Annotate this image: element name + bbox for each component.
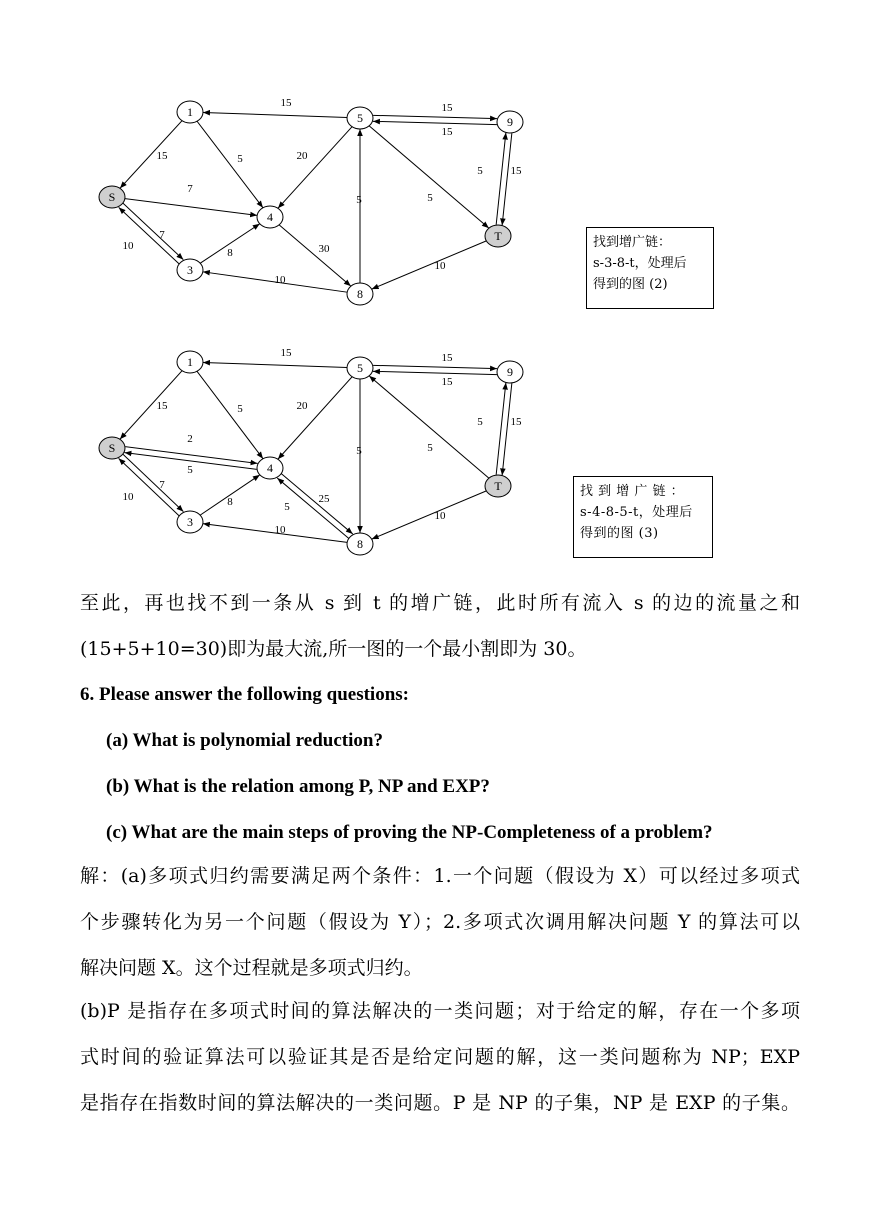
edge-capacity-label: 2 bbox=[187, 433, 193, 445]
node-label: 1 bbox=[187, 105, 193, 119]
flow-network-figure-2 bbox=[0, 92, 869, 342]
question-block bbox=[80, 672, 800, 856]
edge-T-8 bbox=[372, 491, 487, 539]
node-label: 3 bbox=[187, 263, 193, 277]
edge-T-9 bbox=[496, 133, 506, 225]
answer-b-paragraph bbox=[80, 988, 800, 1126]
edge-capacity-label: 20 bbox=[296, 150, 308, 162]
edge-capacity-label: 30 bbox=[318, 243, 330, 255]
edge-capacity-label: 15 bbox=[280, 97, 292, 109]
text-line: (15+5+10=30)即为最大流,所一图的一个最小割即为 30。 bbox=[80, 638, 587, 660]
node-label: 3 bbox=[187, 515, 193, 529]
edge-T-9 bbox=[496, 383, 506, 475]
edge-3-S bbox=[119, 207, 180, 264]
edge-5-1 bbox=[203, 362, 347, 367]
text-line: 至此，再也找不到一条从 s 到 t 的增广链，此时所有流入 s 的边的流量之和 bbox=[80, 592, 800, 614]
node-label: 9 bbox=[507, 365, 513, 379]
edge-capacity-label: 10 bbox=[274, 274, 286, 286]
edge-1-4 bbox=[197, 121, 263, 208]
edge-capacity-label: 15 bbox=[156, 400, 168, 412]
edge-9-5 bbox=[373, 121, 497, 124]
edge-capacity-label: 15 bbox=[156, 150, 168, 162]
edge-capacity-label: 15 bbox=[441, 102, 453, 114]
node-label: 1 bbox=[187, 355, 193, 369]
question-b: (b) What is the relation among P, NP and EXP? bbox=[106, 776, 490, 797]
flow-network-figure-3 bbox=[0, 342, 869, 592]
edge-1-S bbox=[120, 371, 182, 440]
edge-capacity-label: 5 bbox=[427, 192, 433, 204]
edge-capacity-label: 15 bbox=[510, 416, 522, 428]
edge-T-5 bbox=[369, 376, 489, 478]
caption-line: 得到的图 (2) bbox=[593, 277, 668, 292]
figure-caption-2 bbox=[586, 227, 714, 309]
edge-capacity-label: 5 bbox=[237, 153, 243, 165]
edge-9-5 bbox=[373, 371, 497, 374]
question-title: 6. Please answer the following questions: bbox=[80, 684, 409, 705]
edge-capacity-label: 15 bbox=[510, 165, 522, 177]
question-c: (c) What are the main steps of proving the NP-Completeness of a problem? bbox=[106, 822, 713, 843]
node-label: T bbox=[494, 479, 502, 493]
caption-line: s-3-8-t，处理后 bbox=[593, 256, 687, 271]
node-label: 4 bbox=[267, 461, 273, 475]
caption-line: s-4-8-5-t，处理后 bbox=[580, 505, 693, 520]
edge-1-S bbox=[120, 121, 182, 189]
edge-3-S bbox=[119, 458, 180, 516]
question-a: (a) What is polynomial reduction? bbox=[106, 730, 383, 751]
edge-capacity-label: 5 bbox=[427, 442, 433, 454]
figure-caption-3 bbox=[573, 476, 713, 558]
node-label: 8 bbox=[357, 287, 363, 301]
edge-capacity-label: 10 bbox=[434, 260, 446, 272]
edge-capacity-label: 7 bbox=[187, 183, 193, 195]
text-line: 个步骤转化为另一个问题（假设为 Y）；2.多项式次调用解决问题 Y 的算法可以 bbox=[80, 911, 800, 933]
text-line: 式时间的验证算法可以验证其是否是给定问题的解，这一类问题称为 NP；EXP bbox=[80, 1046, 800, 1068]
edge-4-8 bbox=[281, 473, 353, 533]
caption-line: 得到的图 (3) bbox=[580, 526, 659, 541]
edge-5-1 bbox=[203, 112, 347, 117]
edge-capacity-label: 20 bbox=[296, 400, 308, 412]
edge-capacity-label: 8 bbox=[227, 247, 233, 259]
edge-capacity-label: 10 bbox=[122, 491, 134, 503]
edge-1-4 bbox=[197, 371, 263, 458]
edge-5-4 bbox=[278, 377, 352, 459]
node-label: S bbox=[108, 190, 116, 204]
edge-3-4 bbox=[200, 475, 260, 515]
edge-capacity-label: 15 bbox=[441, 352, 453, 364]
edge-5-9 bbox=[373, 365, 497, 368]
answer-a-paragraph bbox=[80, 853, 800, 991]
edge-capacity-label: 8 bbox=[227, 496, 233, 508]
edge-5-T bbox=[369, 126, 489, 228]
edge-capacity-label: 10 bbox=[274, 524, 286, 536]
edge-4-8 bbox=[279, 225, 351, 286]
flow-network-graph-2 bbox=[0, 92, 869, 342]
conclusion-paragraph bbox=[80, 580, 800, 672]
edge-capacity-label: 5 bbox=[237, 403, 243, 415]
node-label: 9 bbox=[507, 115, 513, 129]
edge-9-T bbox=[502, 133, 512, 225]
node-label: 4 bbox=[267, 210, 273, 224]
edge-capacity-label: 5 bbox=[356, 194, 362, 206]
caption-line: 找到增广链： bbox=[593, 235, 672, 250]
edge-T-8 bbox=[372, 241, 487, 289]
edge-5-9 bbox=[373, 115, 497, 118]
edge-capacity-label: 5 bbox=[356, 445, 362, 457]
node-label: S bbox=[108, 441, 116, 455]
caption-line: 找 到 增 广 链 ： bbox=[580, 484, 685, 499]
edge-capacity-label: 5 bbox=[477, 165, 483, 177]
edge-capacity-label: 5 bbox=[187, 464, 193, 476]
node-label: 5 bbox=[357, 111, 363, 125]
edge-capacity-label: 15 bbox=[441, 126, 453, 138]
flow-network-graph-3 bbox=[0, 342, 869, 592]
edge-capacity-label: 5 bbox=[284, 501, 290, 513]
edge-capacity-label: 7 bbox=[159, 479, 165, 491]
edge-capacity-label: 25 bbox=[318, 493, 330, 505]
edge-capacity-label: 10 bbox=[434, 510, 446, 522]
edge-capacity-label: 10 bbox=[122, 240, 134, 252]
node-label: T bbox=[494, 229, 502, 243]
edge-capacity-label: 15 bbox=[441, 376, 453, 388]
text-line: 是指存在指数时间的算法解决的一类问题。P 是 NP 的子集，NP 是 EXP 的子集。 bbox=[80, 1092, 800, 1114]
edge-9-T bbox=[502, 383, 512, 475]
node-label: 8 bbox=[357, 537, 363, 551]
text-line: (b)P 是指存在多项式时间的算法解决的一类问题；对于给定的解，存在一个多项 bbox=[80, 1000, 800, 1022]
edge-capacity-label: 7 bbox=[159, 229, 165, 241]
edge-S-4 bbox=[125, 199, 257, 216]
edge-capacity-label: 15 bbox=[280, 347, 292, 359]
edge-capacity-label: 5 bbox=[477, 416, 483, 428]
text-line: 解：(a)多项式归约需要满足两个条件：1.一个问题（假设为 X）可以经过多项式 bbox=[80, 865, 800, 887]
node-label: 5 bbox=[357, 361, 363, 375]
text-line: 解决问题 X。这个过程就是多项式归约。 bbox=[80, 957, 423, 979]
edge-5-4 bbox=[278, 127, 352, 209]
